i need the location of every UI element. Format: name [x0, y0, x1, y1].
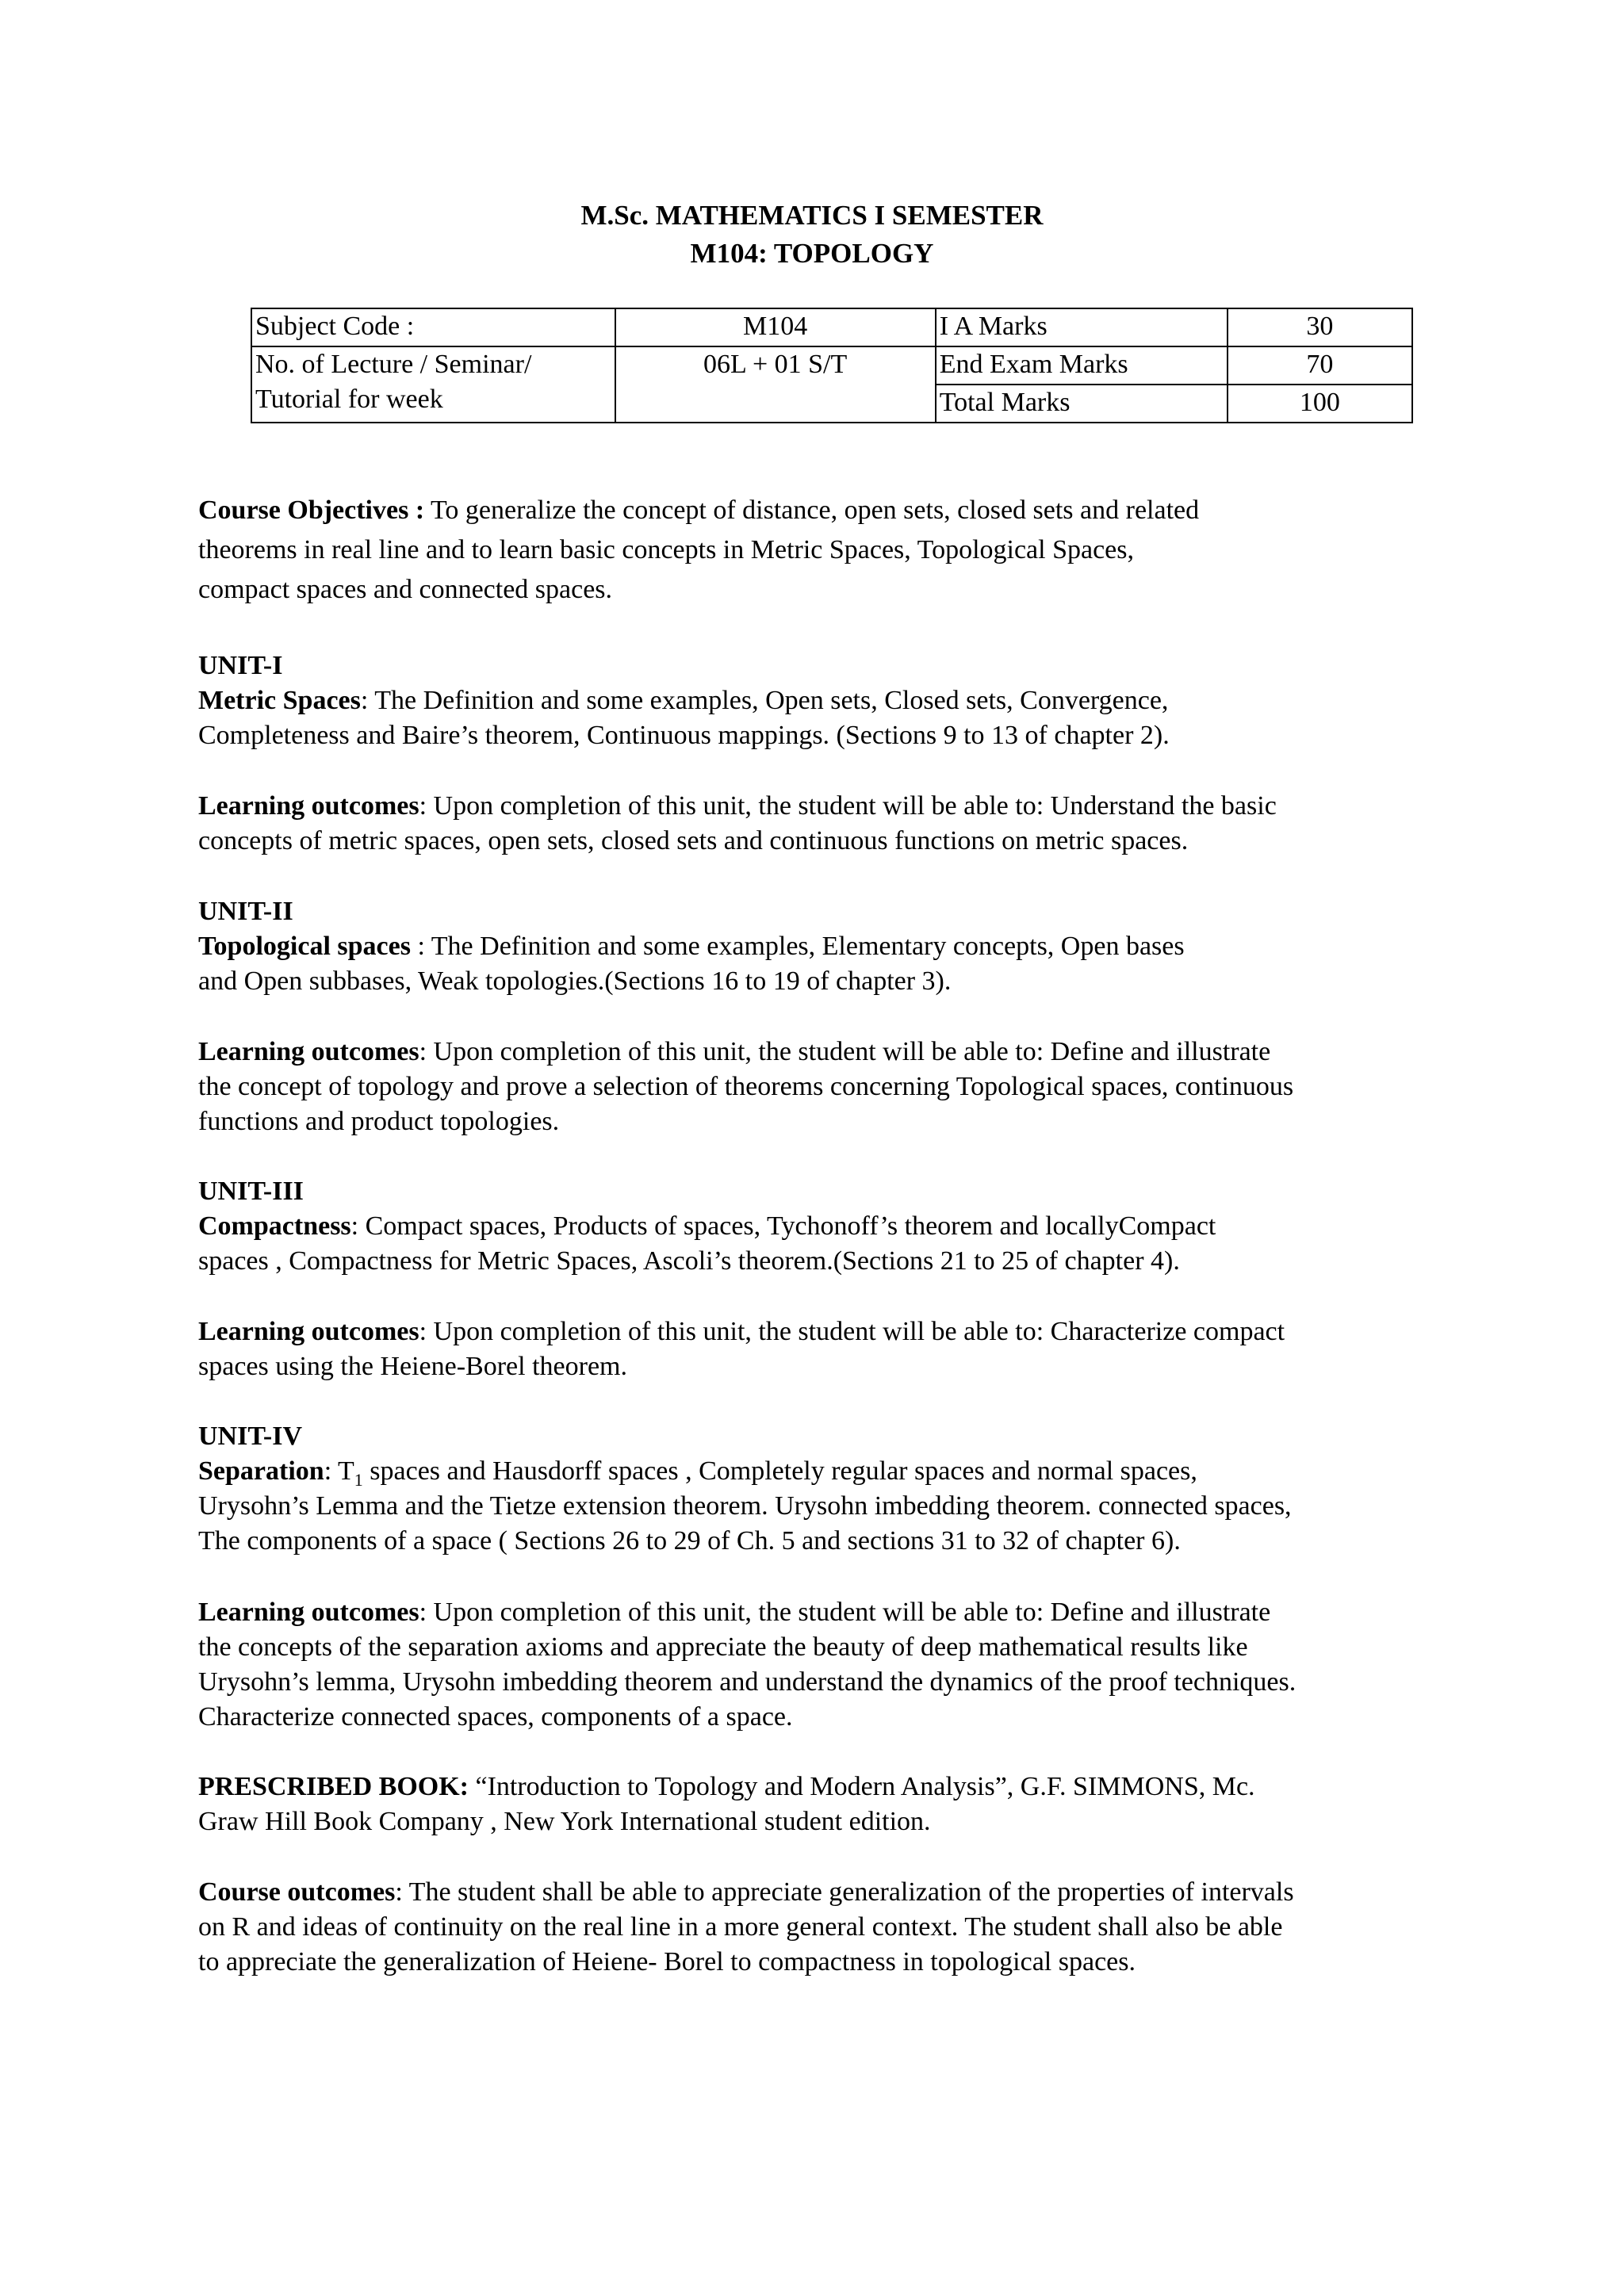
course-outcomes-text: to appreciate the generalization of Heiene- Borel to compactness in topological spaces. [198, 1947, 1136, 1976]
lecture-count-value: 06L + 01 S/T [615, 346, 936, 423]
learning-outcomes-text: : Upon completion of this unit, the student will be able to: Define and illustrate [419, 1598, 1271, 1627]
total-marks-label: Total Marks [936, 385, 1228, 423]
unit-2-outcomes [198, 1035, 1435, 1139]
learning-outcomes-text: Characterize connected spaces, components of a space. [198, 1702, 793, 1732]
learning-outcomes-text: Urysohn’s lemma, Urysohn imbedding theorem and understand the dynamics of the proof techniques. [198, 1667, 1297, 1697]
course-objectives-text: theorems in real line and to learn basic concepts in Metric Spaces, Topological Spaces, [198, 535, 1135, 564]
end-exam-marks-value: 70 [1228, 346, 1412, 385]
learning-outcomes-text: : Upon completion of this unit, the student will be able to: Characterize compact [419, 1317, 1285, 1346]
unit-title: UNIT-III [198, 1177, 304, 1206]
table-row [251, 346, 1412, 385]
learning-outcomes-text: spaces using the Heiene-Borel theorem. [198, 1352, 627, 1381]
learning-outcomes-heading: Learning outcomes [198, 1037, 419, 1066]
unit-title: UNIT-I [198, 651, 283, 680]
course-outcomes [198, 1875, 1435, 1980]
course-objectives-text: compact spaces and connected spaces. [198, 575, 613, 604]
unit-topic-text: spaces and Hausdorff spaces , Completely regular spaces and normal spaces, [362, 1456, 1197, 1486]
course-outcomes-text: on R and ideas of continuity on the real line in a more general context. The student shall also be able [198, 1912, 1283, 1942]
learning-outcomes-heading: Learning outcomes [198, 791, 419, 821]
unit-topic-text: and Open subbases, Weak topologies.(Sections 16 to 19 of chapter 3). [198, 966, 952, 996]
learning-outcomes-text: : Upon completion of this unit, the student will be able to: Define and illustrate [419, 1037, 1271, 1066]
end-exam-marks-label: End Exam Marks [936, 346, 1228, 385]
unit-topic-prefix: : T [324, 1456, 354, 1486]
course-outcomes-heading: Course outcomes [198, 1877, 396, 1907]
learning-outcomes-text: the concepts of the separation axioms and appreciate the beauty of deep mathematical results like [198, 1632, 1248, 1662]
subject-code-label: Subject Code : [251, 308, 615, 346]
unit-topic-text: : Compact spaces, Products of spaces, Tychonoff’s theorem and locallyCompact [350, 1211, 1216, 1241]
prescribed-book-heading: PRESCRIBED BOOK: [198, 1772, 469, 1801]
learning-outcomes-text: : Upon completion of this unit, the student will be able to: Understand the basic [419, 791, 1277, 821]
course-info-table [251, 308, 1413, 423]
unit-topic-text: Urysohn’s Lemma and the Tietze extension theorem. Urysohn imbedding theorem. connected spaces, [198, 1491, 1292, 1521]
ia-marks-label: I A Marks [936, 308, 1228, 346]
learning-outcomes-text: the concept of topology and prove a selection of theorems concerning Topological spaces, continuous [198, 1072, 1294, 1101]
lecture-count-label [251, 346, 615, 423]
unit-topic-heading: Compactness [198, 1211, 351, 1241]
unit-topic-text: : The Definition and some examples, Open sets, Closed sets, Convergence, [360, 686, 1169, 715]
learning-outcomes-text: functions and product topologies. [198, 1107, 560, 1136]
lecture-label-line: Tutorial for week [255, 385, 443, 414]
subject-code-value: M104 [615, 308, 936, 346]
course-title: M104: TOPOLOGY [690, 238, 934, 269]
unit-topic-text: Completeness and Baire’s theorem, Continuous mappings. (Sections 9 to 13 of chapter 2). [198, 721, 1170, 750]
unit-topic-heading: Metric Spaces [198, 686, 361, 715]
unit-topic-text: spaces , Compactness for Metric Spaces, Ascoli’s theorem.(Sections 21 to 25 of chapter 4). [198, 1246, 1180, 1276]
unit-1-outcomes [198, 789, 1435, 859]
unit-4-outcomes [198, 1595, 1435, 1735]
ia-marks-value: 30 [1228, 308, 1412, 346]
learning-outcomes-heading: Learning outcomes [198, 1598, 419, 1627]
unit-topic-text: The components of a space ( Sections 26 to 29 of Ch. 5 and sections 31 to 32 of chapter 6). [198, 1526, 1181, 1556]
unit-topic-subscript: 1 [354, 1469, 363, 1490]
unit-topic-heading: Topological spaces [198, 932, 411, 961]
unit-3-outcomes [198, 1314, 1435, 1384]
unit-topic-heading: Separation [198, 1456, 324, 1486]
unit-title: UNIT-IV [198, 1422, 303, 1451]
course-outcomes-text: : The student shall be able to appreciate generalization of the properties of intervals [395, 1877, 1294, 1907]
unit-2 [198, 894, 1435, 999]
total-marks-value: 100 [1228, 385, 1412, 423]
page-title: M.Sc. MATHEMATICS I SEMESTER [580, 200, 1044, 231]
unit-3 [198, 1174, 1435, 1279]
unit-topic-text: : The Definition and some examples, Elementary concepts, Open bases [410, 932, 1185, 961]
prescribed-book [198, 1770, 1435, 1839]
lecture-label-line: No. of Lecture / Seminar/ [255, 350, 532, 379]
course-objectives [198, 493, 1435, 607]
prescribed-book-text: “Introduction to Topology and Modern Analysis”, G.F. SIMMONS, Mc. [469, 1772, 1255, 1801]
learning-outcomes-heading: Learning outcomes [198, 1317, 419, 1346]
prescribed-book-text: Graw Hill Book Company , New York International student edition. [198, 1807, 931, 1836]
learning-outcomes-text: concepts of metric spaces, open sets, closed sets and continuous functions on metric spaces. [198, 826, 1189, 855]
unit-4 [198, 1419, 1435, 1559]
course-objectives-heading: Course Objectives : [198, 496, 425, 525]
unit-title: UNIT-II [198, 897, 293, 926]
unit-1 [198, 649, 1435, 753]
table-row [251, 308, 1412, 346]
course-objectives-text: To generalize the concept of distance, open sets, closed sets and related [424, 496, 1200, 525]
